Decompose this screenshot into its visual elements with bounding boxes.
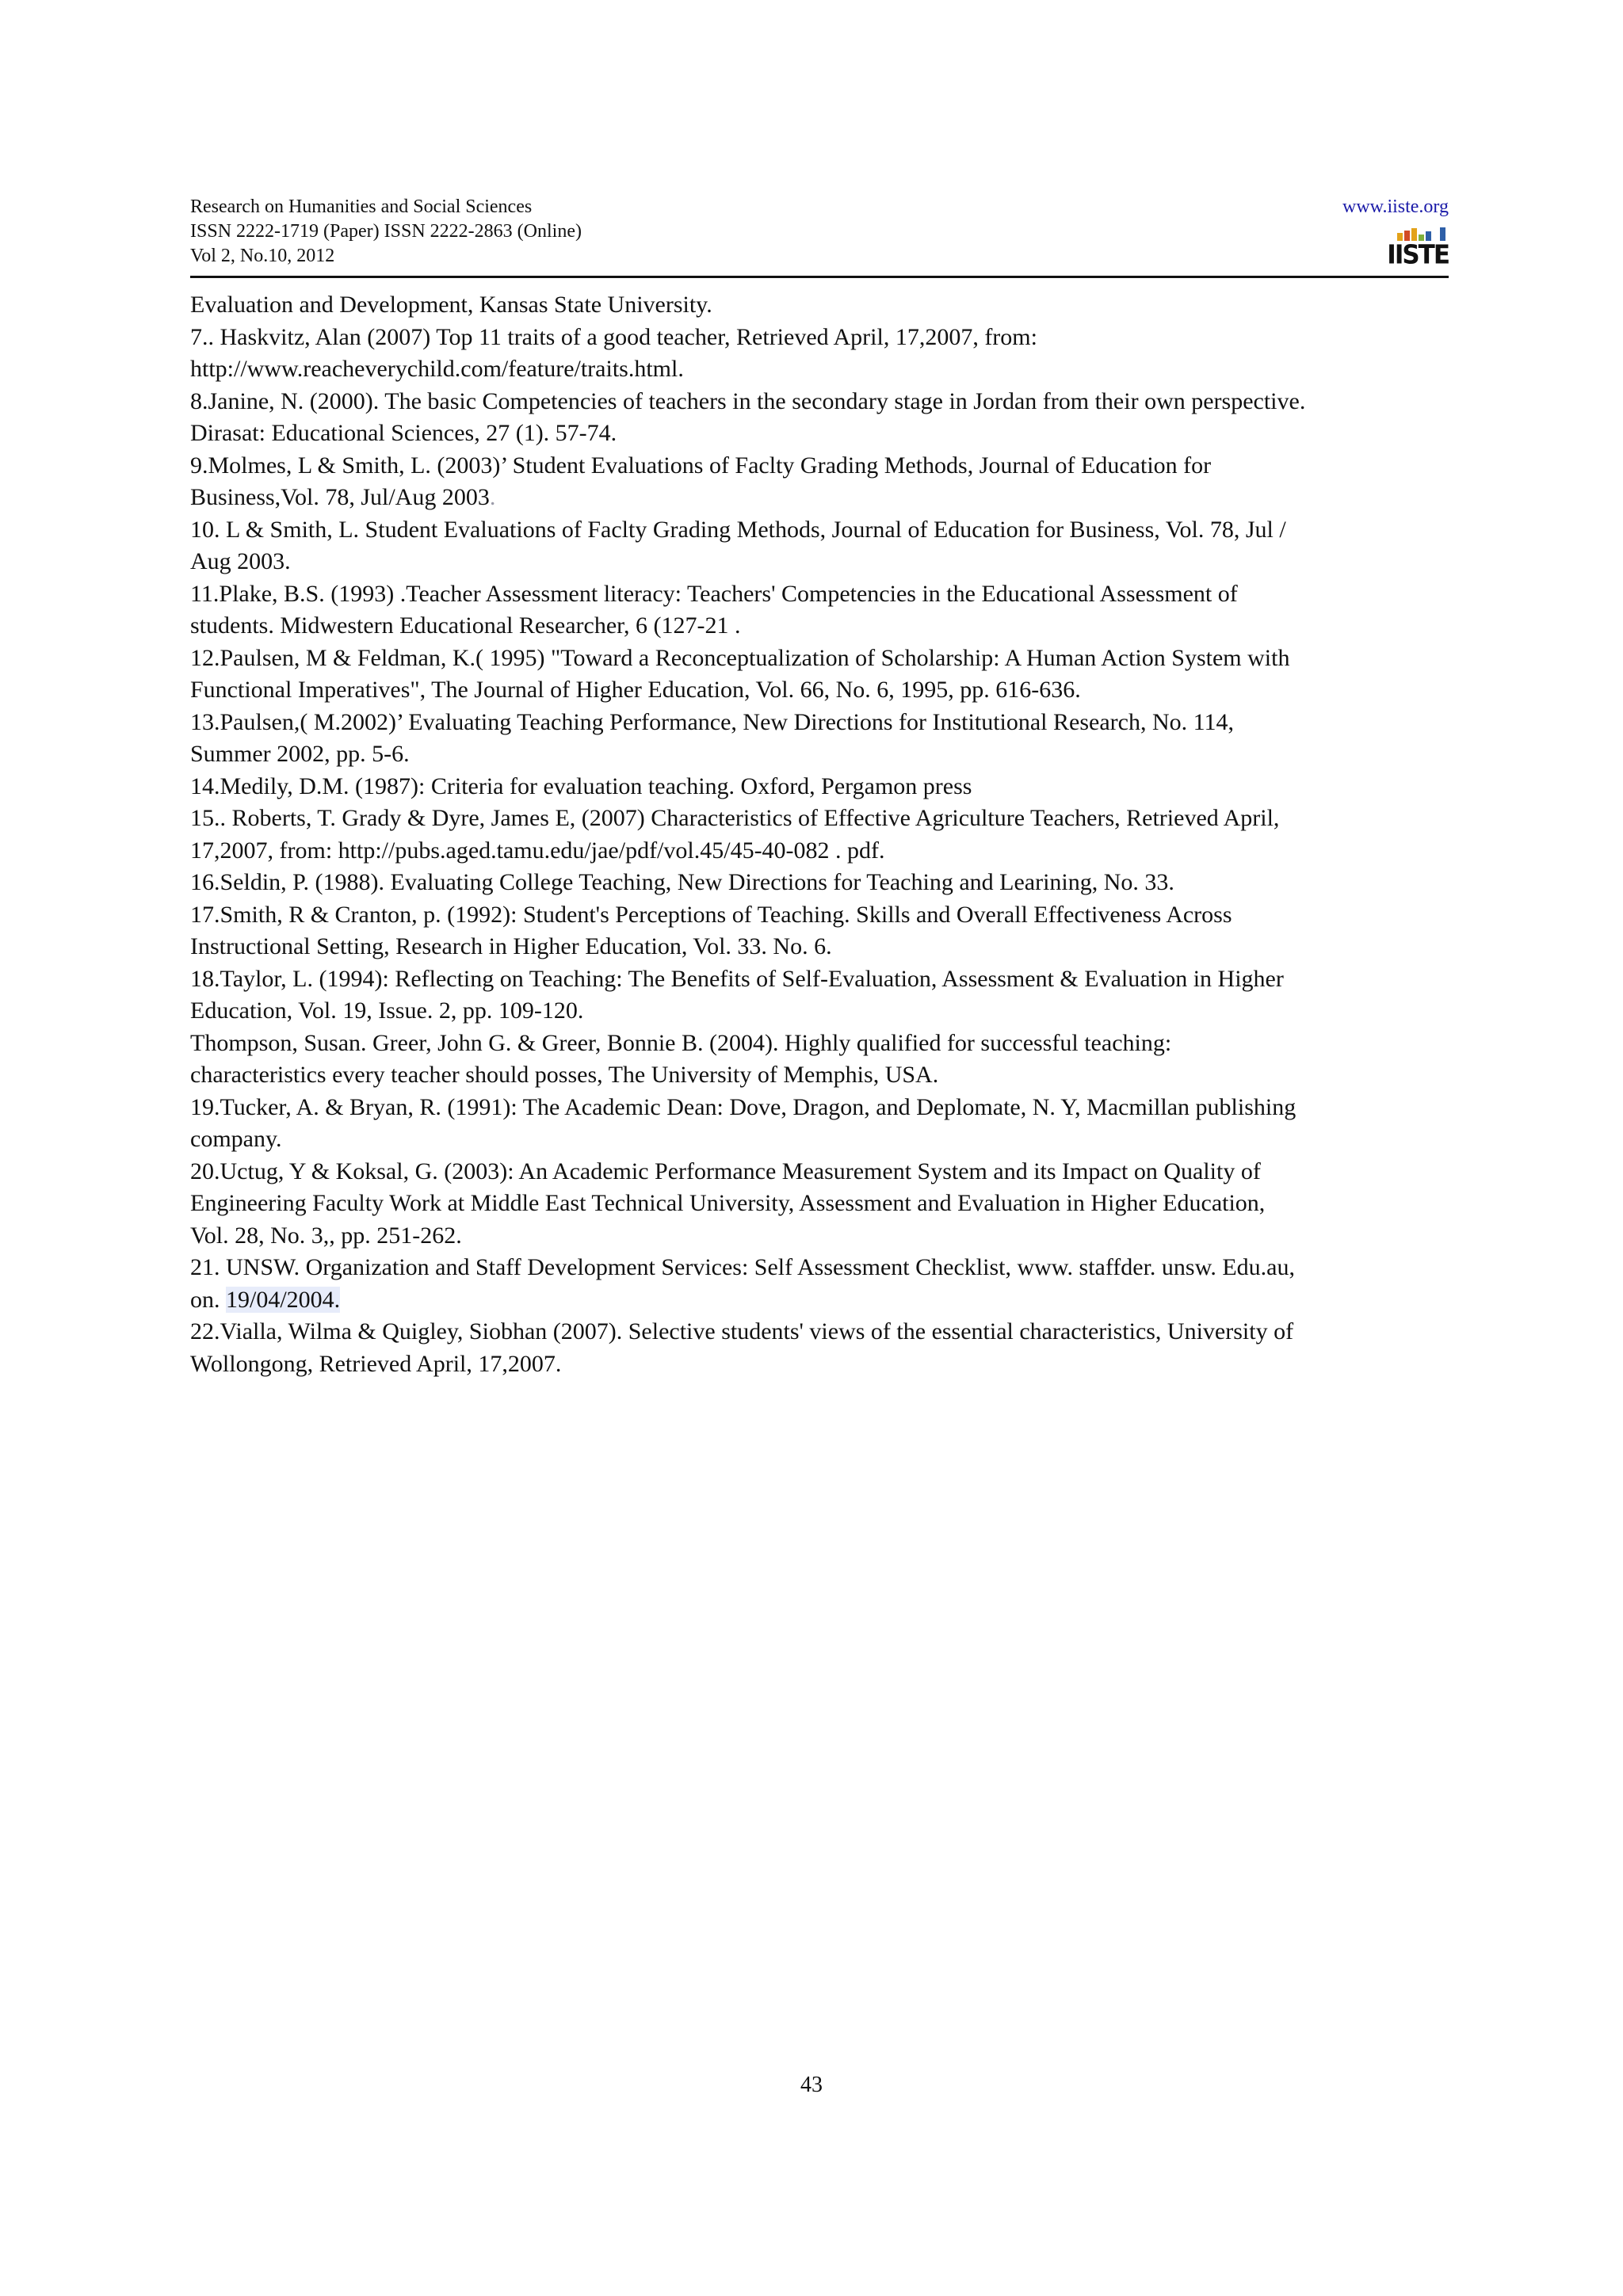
reference-line: 9.Molmes, L & Smith, L. (2003)’ Student Evaluations of Faclty Grading Methods, Journal of Education for <box>190 452 1212 479</box>
reference-line: Wollongong, Retrieved April, 17,2007. <box>190 1350 562 1377</box>
reference-line: 18.Taylor, L. (1994): Reflecting on Teaching: The Benefits of Self-Evaluation, Assessment & Evaluation in Higher <box>190 965 1284 992</box>
page-header <box>190 195 1449 278</box>
page-number: 43 <box>800 2073 823 2097</box>
reference-line: 10. L & Smith, L. Student Evaluations of Faclty Grading Methods, Journal of Education for Business, Vol. 78, Jul / <box>190 516 1286 543</box>
reference-line <box>190 482 1458 514</box>
reference-text: on. <box>190 1286 220 1313</box>
highlighted-date[interactable]: 19/04/2004. <box>226 1286 341 1313</box>
reference-line: 16.Seldin, P. (1988). Evaluating College Teaching, New Directions for Teaching and Learining, No. 33. <box>190 869 1174 895</box>
reference-line: Functional Imperatives", The Journal of Higher Education, Vol. 66, No. 6, 1995, pp. 616-636. <box>190 677 1081 703</box>
reference-line: http://www.reacheverychild.com/feature/traits.html. <box>190 356 684 382</box>
reference-line: 22.Vialla, Wilma & Quigley, Siobhan (2007). Selective students' views of the essential characteristics, University of <box>190 1318 1294 1344</box>
trailing-mark: . <box>489 484 496 510</box>
journal-issn: ISSN 2222-1719 (Paper) ISSN 2222-2863 (Online) <box>190 221 582 242</box>
reference-line: Education, Vol. 19, Issue. 2, pp. 109-120. <box>190 997 584 1024</box>
reference-line <box>190 1284 1458 1317</box>
reference-line: Summer 2002, pp. 5-6. <box>190 741 410 767</box>
logo-wordmark: IISTE <box>1387 240 1449 270</box>
reference-line: 13.Paulsen,( M.2002)’ Evaluating Teaching Performance, New Directions for Institutional Research, No. 114, <box>190 708 1234 735</box>
site-link[interactable]: www.iiste.org <box>1342 196 1449 217</box>
reference-line: students. Midwestern Educational Researcher, 6 (127-21 . <box>190 612 741 639</box>
reference-line: Thompson, Susan. Greer, John G. & Greer, Bonnie B. (2004). Highly qualified for successful teaching: <box>190 1029 1172 1056</box>
reference-line: Aug 2003. <box>190 548 291 574</box>
reference-line: 11.Plake, B.S. (1993) .Teacher Assessment literacy: Teachers' Competencies in the Educational Assessment of <box>190 580 1238 607</box>
reference-line: Evaluation and Development, Kansas State University. <box>190 292 712 318</box>
reference-line: Engineering Faculty Work at Middle East Technical University, Assessment and Evaluation in Higher Education, <box>190 1190 1266 1216</box>
reference-line: 21. UNSW. Organization and Staff Development Services: Self Assessment Checklist, www. staffder. unsw. Edu.au, <box>190 1254 1295 1280</box>
journal-volume: Vol 2, No.10, 2012 <box>190 246 335 266</box>
logo-bar <box>1404 231 1410 241</box>
iiste-logo <box>1387 227 1449 271</box>
publisher-info <box>1342 195 1449 219</box>
reference-line: Dirasat: Educational Sciences, 27 (1). 57-74. <box>190 420 617 446</box>
reference-line: 17,2007, from: http://pubs.aged.tamu.edu/jae/pdf/vol.45/45-40-082 . pdf. <box>190 837 885 864</box>
reference-line: 7.. Haskvitz, Alan (2007) Top 11 traits of a good teacher, Retrieved April, 17,2007, from: <box>190 323 1037 350</box>
journal-info <box>190 195 582 269</box>
reference-line: 15.. Roberts, T. Grady & Dyre, James E, (2007) Characteristics of Effective Agriculture Teachers, Retrieved April, <box>190 805 1280 831</box>
reference-line: 20.Uctug, Y & Koksal, G. (2003): An Academic Performance Measurement System and its Impact on Quality of <box>190 1158 1261 1184</box>
logo-bar <box>1411 228 1417 241</box>
reference-line: 12.Paulsen, M & Feldman, K.( 1995) "Toward a Reconceptualization of Scholarship: A Human Action System with <box>190 644 1290 671</box>
reference-line: characteristics every teacher should posses, The University of Memphis, USA. <box>190 1062 939 1088</box>
reference-line: 17.Smith, R & Cranton, p. (1992): Student's Perceptions of Teaching. Skills and Overall Effectiveness Across <box>190 901 1232 928</box>
logo-bar <box>1440 227 1445 241</box>
reference-text: Business,Vol. 78, Jul/Aug 2003 <box>190 484 490 510</box>
reference-line: 8.Janine, N. (2000). The basic Competencies of teachers in the secondary stage in Jordan from their own perspective. <box>190 387 1306 414</box>
reference-line: Vol. 28, No. 3,, pp. 251-262. <box>190 1222 462 1249</box>
journal-title: Research on Humanities and Social Sciences <box>190 196 533 217</box>
reference-list <box>190 289 1458 1380</box>
reference-line: 19.Tucker, A. & Bryan, R. (1991): The Academic Dean: Dove, Dragon, and Deplomate, N. Y, Macmillan publishing <box>190 1093 1296 1120</box>
reference-line: 14.Medily, D.M. (1987): Criteria for evaluation teaching. Oxford, Pergamon press <box>190 772 972 799</box>
logo-bars-icon <box>1396 227 1449 241</box>
reference-line: company. <box>190 1126 282 1152</box>
reference-line: Instructional Setting, Research in Higher Education, Vol. 33. No. 6. <box>190 933 832 959</box>
